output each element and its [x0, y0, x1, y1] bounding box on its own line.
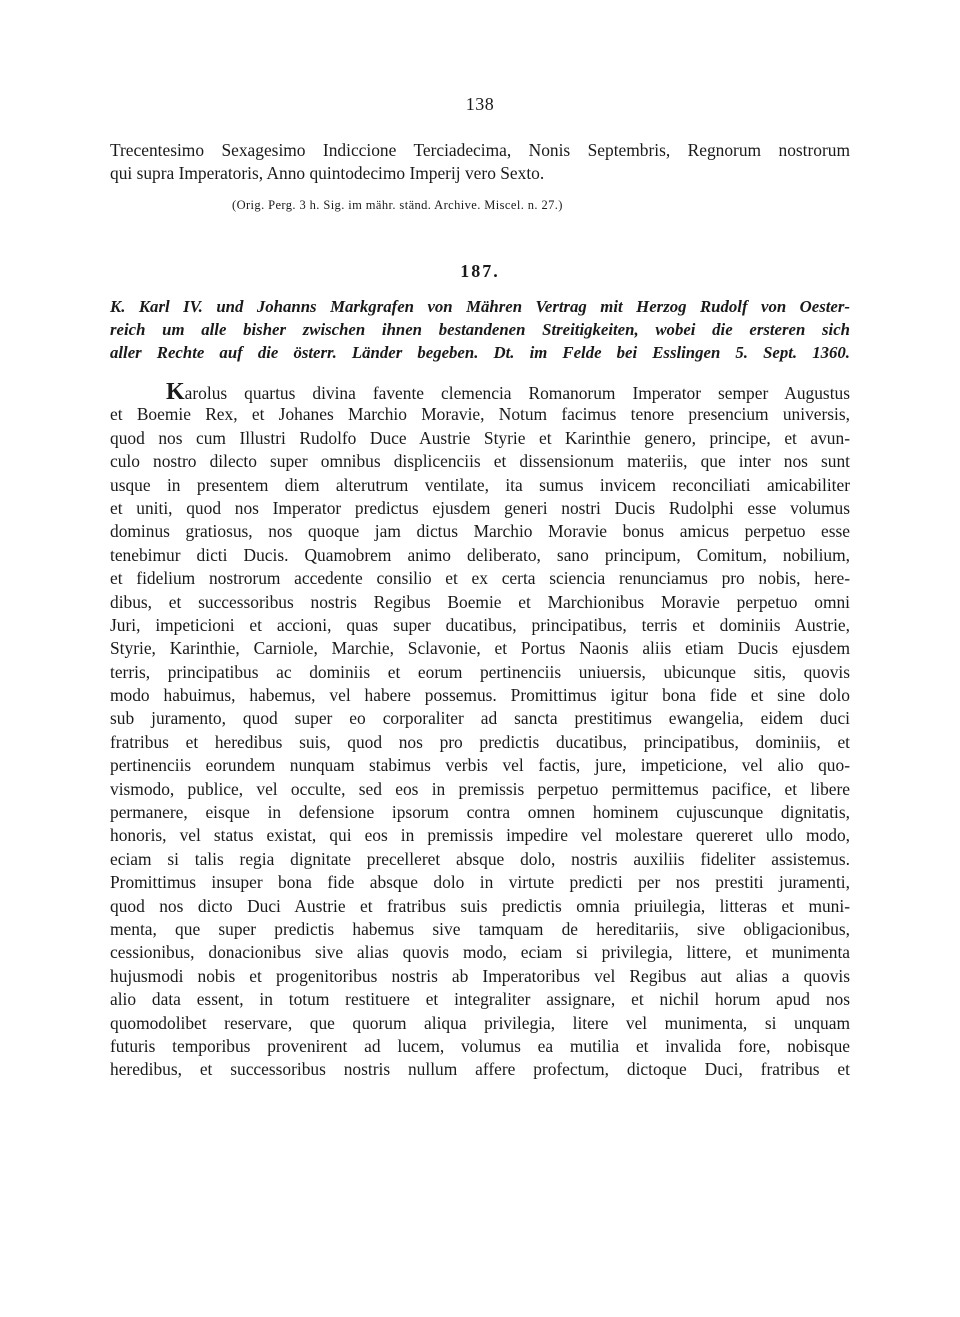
body-line: et uniti, quod nos Imperator predictus ejusdem generi nostri Ducis Rudolphi esse volumus [110, 497, 850, 518]
text-line: Trecentesimo Sexagesimo Indiccione Terciadecima, Nonis Septembris, Regnorum nostrorum [110, 140, 850, 160]
body-line: alio data essent, in totum restituere et integraliter assignare, et nichil horum apud nos [110, 989, 850, 1010]
body-line: Juri, impeticioni et accioni, quas super ducatibus, principatibus, terris et dominiis Austrie, [110, 614, 850, 635]
body-line: heredibus, et successoribus nostris nullum affere profectum, dictoque Duci, fratribus et [110, 1059, 850, 1080]
previous-document-end [110, 139, 850, 186]
body-line: hujusmodi nobis et progenitoribus nostris ab Imperatoribus vel Regibus aut alias a quovis [110, 965, 850, 986]
body-line: tenebimur dicti Ducis. Quamobrem animo deliberato, sano principum, Comitum, nobilium, [110, 544, 850, 565]
body-line: cessionibus, donacionibus sive alias quovis modo, eciam si privilegia, littere, et munimenta [110, 942, 850, 963]
body-line: culo nostro dilecto super omnibus displicenciis et dissensionum materiis, que inter nos sunt [110, 451, 850, 472]
first-line-text: arolus quartus divina favente clemencia Romanorum Imperator semper Augustus [184, 383, 850, 403]
first-body-line [110, 380, 850, 403]
body-lines [110, 403, 850, 1081]
body-line: Promittimus insuper bona fide absque dolo in virtute predicti per nos prestiti juramenti, [110, 872, 850, 893]
body-line: honoris, vel status existat, qui eos in premissis impedire vel molestare quereret ullo modo, [110, 825, 850, 846]
body-line: dominus gratiosus, nos quoque jam dictus Marchio Moravie bonus amicus perpetuo esse [110, 521, 850, 542]
regest-line: K. Karl IV. und Johanns Markgrafen von Mähren Vertrag mit Herzog Rudolf von Oester- [110, 297, 850, 316]
body-line: Styrie, Karinthie, Carniole, Marchie, Sclavonie, et Portus Naonis aliis etiam Ducis ejusdem [110, 638, 850, 659]
body-line: quomodolibet reservare, que quorum aliqua privilegia, litere vel munimenta, si unquam [110, 1012, 850, 1033]
body-line: fratribus et heredibus suis, quod nos pro predictis ducatibus, principatibus, dominiis, et [110, 731, 850, 752]
regest [110, 295, 850, 365]
body-line: futuris temporibus provenirent ad lucem, volumus ea mutilia et invalida fore, nobisque [110, 1035, 850, 1056]
body-line: vismodo, publice, vel occulte, sed eos in premissis perpetuo permittemus pacifice, et libere [110, 778, 850, 799]
body-line: dibus, et successoribus nostris Regibus Boemie et Marchionibus Moravie perpetuo omni [110, 591, 850, 612]
page-number: 138 [465, 94, 495, 114]
body-line: quod nos dicto Duci Austrie et fratribus suis predictis omnia priuilegia, litteras et muni- [110, 895, 850, 916]
body-line: eciam si talis regia dignitate precelleret absque dolo, nostris auxiliis fideliter assistemus. [110, 848, 850, 869]
body-line: permanere, eisque in defensione ipsorum contra omnen hominem cujuscunque dignitatis, [110, 802, 850, 823]
body-line: usque in presentem diem alterutrum ventilate, ita sumus invicem reconciliati amicabiliter [110, 474, 850, 495]
body-line: sub juramento, quod super eo corporaliter ad sancta prestitimus ewangelia, eidem duci [110, 708, 850, 729]
text-line: qui supra Imperatoris, Anno quintodecimo Imperij vero Sexto. [110, 163, 545, 184]
document-number: 187. [460, 261, 500, 281]
initial-letter: K [166, 379, 185, 405]
regest-line: aller Rechte auf die österr. Länder begeben. Dt. im Felde bei Esslingen 5. Sept. 1360. [110, 343, 850, 363]
body-line: et fidelium nostrorum accedente consilio et ex certa sciencia renunciamus pro nobis, here- [110, 568, 850, 589]
regest-line: reich um alle bisher zwischen ihnen bestandenen Streitigkeiten, wobei die ersteren sich [110, 320, 850, 340]
body-line: modo habuimus, habemus, vel habere possemus. Promittimus igitur bona fide et sine dolo [110, 685, 850, 706]
body-line: terris, principatibus ac dominiis et eorum pertinenciis uniuersis, ubicunque sitis, quovis [110, 661, 850, 682]
body-line: et Boemie Rex, et Johanes Marchio Moravie, Notum facimus tenore presencium universis, [110, 404, 850, 425]
document-body [110, 380, 850, 1082]
source-citation: (Orig. Perg. 3 h. Sig. im mähr. ständ. Archive. Miscel. n. 27.) [232, 198, 563, 212]
body-line: quod nos cum Illustri Rudolfo Duce Austrie Styrie et Karinthie genero, principe, et avun- [110, 427, 850, 448]
body-line: menta, que super predictis habemus sive tamquam de hereditariis, sive obligacionibus, [110, 918, 850, 939]
body-line: pertinenciis eorundem nunquam stabimus verbis vel factis, jure, impeticione, vel alio quo- [110, 755, 850, 776]
